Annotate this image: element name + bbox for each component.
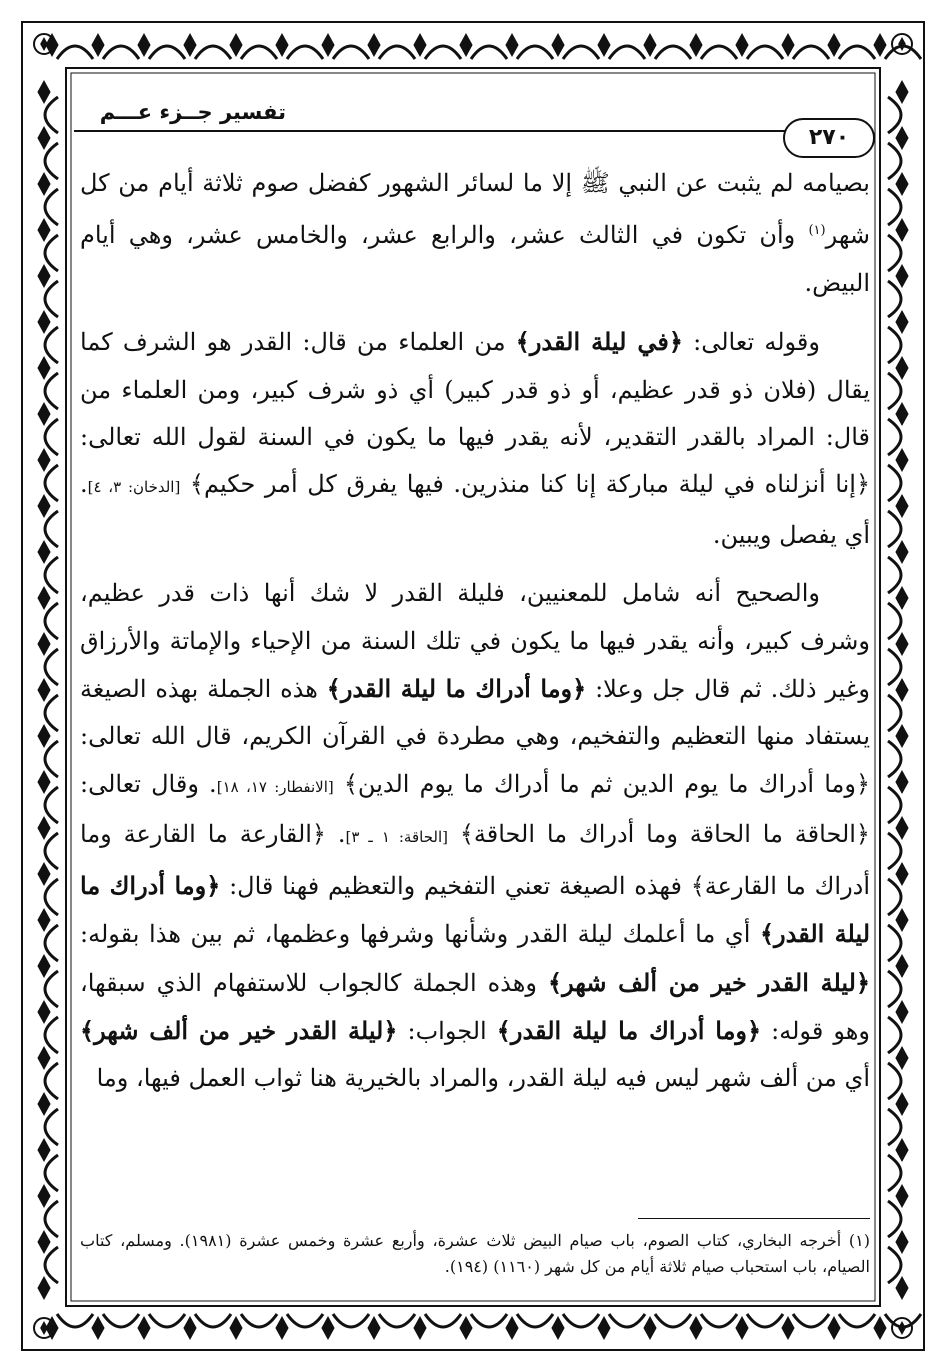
border-diamond-ornament [781,33,794,57]
border-arch-ornament [45,649,58,685]
border-diamond-ornament [643,1316,656,1340]
border-arch-ornament [45,787,58,823]
border-diamond-ornament [37,80,50,104]
border-diamond-ornament [873,33,886,57]
border-arch-ornament [888,511,901,547]
border-diamond-ornament [37,586,50,610]
border-diamond-ornament [895,862,908,886]
quran-quote: ﴿وما أدراك ما ليلة القدر﴾ [496,1015,762,1045]
border-arch-ornament [747,46,783,59]
border-diamond-ornament [37,1092,50,1116]
border-diamond-ornament [37,1046,50,1070]
text-run: وأن تكون في الثالث عشر، والرابع عشر، والخامس عشر، وهي أيام البيض. [80,221,870,297]
page-number-badge: ٢٧٠ [783,118,875,158]
border-diamond-ornament [895,632,908,656]
border-diamond-ornament [413,33,426,57]
border-arch-ornament [149,1314,185,1327]
border-arch-ornament [517,1314,553,1327]
border-arch-ornament [888,1017,901,1053]
footnote [80,1228,870,1280]
border-diamond-ornament [597,33,610,57]
border-diamond-ornament [275,1316,288,1340]
border-arch-ornament [45,1109,58,1145]
border-arch-ornament [888,787,901,823]
border-diamond-ornament [873,1316,886,1340]
quran-quote: ﴿وما أدراك ما ليلة القدر﴾ [80,870,871,949]
border-diamond-ornament [367,1316,380,1340]
quran-quote: ﴿وما أدراك ما ليلة القدر﴾ [326,674,587,704]
border-diamond-ornament [827,33,840,57]
border-arch-ornament [241,46,277,59]
border-diamond-ornament [183,1316,196,1340]
border-arch-ornament [609,1314,645,1327]
border-diamond-ornament [367,33,380,57]
border-arch-ornament [563,1314,599,1327]
border-diamond-ornament [643,33,656,57]
border-arch-ornament [888,557,901,593]
border-arch-ornament [45,235,58,271]
border-diamond-ornament [37,770,50,794]
border-diamond-ornament [37,632,50,656]
border-diamond-ornament [505,1316,518,1340]
border-arch-ornament [888,1201,901,1237]
border-diamond-ornament [321,1316,334,1340]
footnote-marker: (١) [808,223,826,239]
border-diamond-ornament [37,678,50,702]
paragraph-1 [80,160,870,307]
border-diamond-ornament [40,1321,48,1335]
border-diamond-ornament [895,494,908,518]
border-diamond-ornament [91,1316,104,1340]
verse-reference: [الانفطار: ١٧، ١٨] [216,777,334,796]
border-diamond-ornament [895,724,908,748]
border-arch-ornament [45,879,58,915]
border-arch-ornament [195,1314,231,1327]
border-arch-ornament [333,46,369,59]
border-arch-ornament [333,1314,369,1327]
border-diamond-ornament [413,1316,426,1340]
text-run: . ﴿القارعة ما القارعة وما أدراك ما القارعة﴾ فهذه الصيغة تعني التفخيم والتعظيم فهنا قال: [80,820,871,900]
border-diamond-ornament [895,816,908,840]
border-diamond-ornament [37,1276,50,1300]
text-run: الجواب: [397,1016,497,1045]
border-arch-ornament [57,46,93,59]
border-arch-ornament [379,1314,415,1327]
text-run: والصحيح أنه شامل للمعنيين، فليلة القدر لا شك أنها ذات قدر عظيم، وشرف كبير، وأنه يقدر فيها ما يكون في تلك السنة من الإحياء والإماتة والأرزاق وغير ذلك. ثم قال جل وعلا: [80,579,870,704]
border-arch-ornament [888,695,901,731]
border-diamond-ornament [781,1316,794,1340]
border-diamond-ornament [895,402,908,426]
border-diamond-ornament [895,540,908,564]
border-diamond-ornament [895,586,908,610]
border-diamond-ornament [229,1316,242,1340]
border-diamond-ornament [505,33,518,57]
border-arch-ornament [888,879,901,915]
border-arch-ornament [45,971,58,1007]
border-arch-ornament [425,46,461,59]
border-diamond-ornament [895,80,908,104]
border-arch-ornament [563,46,599,59]
border-diamond-ornament [37,448,50,472]
border-arch-ornament [655,46,691,59]
border-arch-ornament [45,1247,58,1283]
border-diamond-ornament [895,954,908,978]
border-diamond-ornament [895,448,908,472]
border-diamond-ornament [895,264,908,288]
border-arch-ornament [45,97,58,133]
text-run: وهذه الجملة كالجواب للاستفهام الذي سبقها، وهو قوله: [80,968,871,1045]
border-diamond-ornament [827,1316,840,1340]
border-diamond-ornament [40,37,48,51]
border-diamond-ornament [597,1316,610,1340]
border-arch-ornament [45,419,58,455]
border-diamond-ornament [37,126,50,150]
border-arch-ornament [45,833,58,869]
border-arch-ornament [241,1314,277,1327]
border-diamond-ornament [37,540,50,564]
text-run: . وقال تعالى: ﴿الحاقة ما الحاقة وما أدراك ما الحاقة﴾ [80,769,870,849]
border-arch-ornament [888,419,901,455]
border-diamond-ornament [37,1184,50,1208]
border-arch-ornament [149,46,185,59]
border-arch-ornament [379,46,415,59]
border-diamond-ornament [895,1138,908,1162]
border-arch-ornament [103,1314,139,1327]
border-diamond-ornament [321,33,334,57]
border-diamond-ornament [37,954,50,978]
border-arch-ornament [747,1314,783,1327]
border-arch-ornament [45,327,58,363]
border-diamond-ornament [689,33,702,57]
text-run: أي ما أعلمك ليلة القدر وشأنها وشرفها وعظمها، ثم بين هذا بقوله: [80,920,760,949]
border-diamond-ornament [895,1230,908,1254]
border-diamond-ornament [37,862,50,886]
border-arch-ornament [45,925,58,961]
border-diamond-ornament [895,218,908,242]
text-run: من العلماء من قال: القدر هو الشرف كما يقال (فلان ذو قدر عظيم، أو ذو قدر كبير) أي ذو شرف كبير، ومن العلماء من قال: المراد بالقدر التقدير، لأنه يقدر فيها ما يكون في السنة لقول الله تعالى: ﴿إنا أنزلناه في ليلة مباركة إنا كنا منذرين. فيها يفرق كل أمر حكيم﴾ [80,328,870,499]
border-arch-ornament [888,971,901,1007]
border-diamond-ornament [37,1000,50,1024]
border-diamond-ornament [895,310,908,334]
text-run: وقوله تعالى: [682,328,820,357]
border-arch-ornament [888,281,901,317]
border-diamond-ornament [459,33,472,57]
border-arch-ornament [888,143,901,179]
border-arch-ornament [888,1063,901,1099]
border-arch-ornament [45,695,58,731]
border-arch-ornament [888,925,901,961]
border-diamond-ornament [229,33,242,57]
quran-quote: ﴿ليلة القدر خير من ألف شهر﴾ [80,1015,398,1045]
border-arch-ornament [888,741,901,777]
border-diamond-ornament [183,33,196,57]
border-diamond-ornament [895,126,908,150]
border-arch-ornament [655,1314,691,1327]
border-arch-ornament [471,1314,507,1327]
border-diamond-ornament [895,908,908,932]
footnote-separator [638,1218,870,1219]
border-diamond-ornament [895,1000,908,1024]
border-arch-ornament [45,281,58,317]
border-diamond-ornament [898,1321,906,1335]
border-arch-ornament [701,46,737,59]
border-diamond-ornament [37,402,50,426]
border-diamond-ornament [37,264,50,288]
border-arch-ornament [888,603,901,639]
quran-quote: ﴿ليلة القدر خير من ألف شهر﴾ [548,967,871,997]
border-arch-ornament [888,1155,901,1191]
border-diamond-ornament [898,37,906,51]
border-arch-ornament [45,511,58,547]
border-arch-ornament [888,373,901,409]
border-arch-ornament [103,46,139,59]
border-diamond-ornament [735,1316,748,1340]
border-diamond-ornament [137,1316,150,1340]
border-arch-ornament [888,97,901,133]
border-diamond-ornament [895,678,908,702]
border-diamond-ornament [551,1316,564,1340]
border-arch-ornament [45,373,58,409]
border-diamond-ornament [895,356,908,380]
border-arch-ornament [45,741,58,777]
border-diamond-ornament [735,33,748,57]
border-arch-ornament [471,46,507,59]
border-diamond-ornament [37,310,50,334]
border-arch-ornament [45,603,58,639]
verse-reference: [الدخان: ٣، ٤] [87,478,181,497]
body-text [80,160,870,1114]
border-arch-ornament [609,46,645,59]
border-diamond-ornament [551,33,564,57]
border-arch-ornament [888,833,901,869]
footnote-text: (١) أخرجه البخاري، كتاب الصوم، باب صيام البيض ثلاث عشرة، وأربع عشرة وخمس عشرة (١٩٨١). ومسلم، كتاب الصيام، باب استحباب صيام ثلاثة أيام من كل شهر (١١٦٠) (١٩٤). [80,1231,870,1276]
border-arch-ornament [425,1314,461,1327]
border-arch-ornament [45,1201,58,1237]
border-arch-ornament [888,649,901,685]
border-diamond-ornament [137,33,150,57]
border-diamond-ornament [37,356,50,380]
border-diamond-ornament [91,33,104,57]
border-diamond-ornament [37,1138,50,1162]
paragraph-3 [80,570,870,1102]
border-arch-ornament [888,189,901,225]
border-diamond-ornament [895,1276,908,1300]
border-arch-ornament [888,1247,901,1283]
border-arch-ornament [888,1109,901,1145]
border-arch-ornament [195,46,231,59]
border-diamond-ornament [895,1046,908,1070]
border-arch-ornament [839,46,875,59]
border-diamond-ornament [37,724,50,748]
border-arch-ornament [45,1063,58,1099]
border-diamond-ornament [37,218,50,242]
border-diamond-ornament [275,33,288,57]
border-arch-ornament [793,1314,829,1327]
border-arch-ornament [839,1314,875,1327]
border-diamond-ornament [895,1092,908,1116]
border-arch-ornament [45,557,58,593]
border-diamond-ornament [37,908,50,932]
border-arch-ornament [517,46,553,59]
paragraph-2 [80,318,870,559]
border-diamond-ornament [689,1316,702,1340]
text-run: بصيامه لم يثبت عن النبي ﷺ إلا ما لسائر الشهور كفضل صوم ثلاثة أيام من كل شهر [80,169,870,250]
text-run: أي من ألف شهر ليس فيه ليلة القدر، والمراد بالخيرية هنا ثواب العمل فيها، وما [96,1064,870,1093]
border-arch-ornament [45,189,58,225]
border-arch-ornament [57,1314,93,1327]
book-title: تفسير جــزء عـــم [99,100,286,124]
border-arch-ornament [45,465,58,501]
border-arch-ornament [888,235,901,271]
border-arch-ornament [45,1017,58,1053]
border-diamond-ornament [459,1316,472,1340]
border-arch-ornament [888,465,901,501]
verse-reference: [الحاقة: ١ ـ ٣] [345,828,448,847]
header-rule [74,130,872,132]
text-run: . أي يفصل ويبين. [80,470,870,549]
border-arch-ornament [287,46,323,59]
border-arch-ornament [45,1155,58,1191]
border-arch-ornament [45,143,58,179]
border-diamond-ornament [895,1184,908,1208]
border-arch-ornament [888,327,901,363]
quran-quote: ﴿في ليلة القدر﴾ [515,327,683,357]
border-arch-ornament [287,1314,323,1327]
border-diamond-ornament [37,816,50,840]
border-diamond-ornament [37,494,50,518]
border-diamond-ornament [895,172,908,196]
border-arch-ornament [793,46,829,59]
border-diamond-ornament [37,172,50,196]
border-diamond-ornament [37,1230,50,1254]
border-arch-ornament [701,1314,737,1327]
border-diamond-ornament [895,770,908,794]
text-run: هذه الجملة بهذه الصيغة يستفاد منها التعظيم والتفخيم، وهي مطردة في القرآن الكريم، قال الله تعالى: ﴿وما أدراك ما يوم الدين ثم ما أدراك ما يوم الدين﴾ [80,675,871,798]
